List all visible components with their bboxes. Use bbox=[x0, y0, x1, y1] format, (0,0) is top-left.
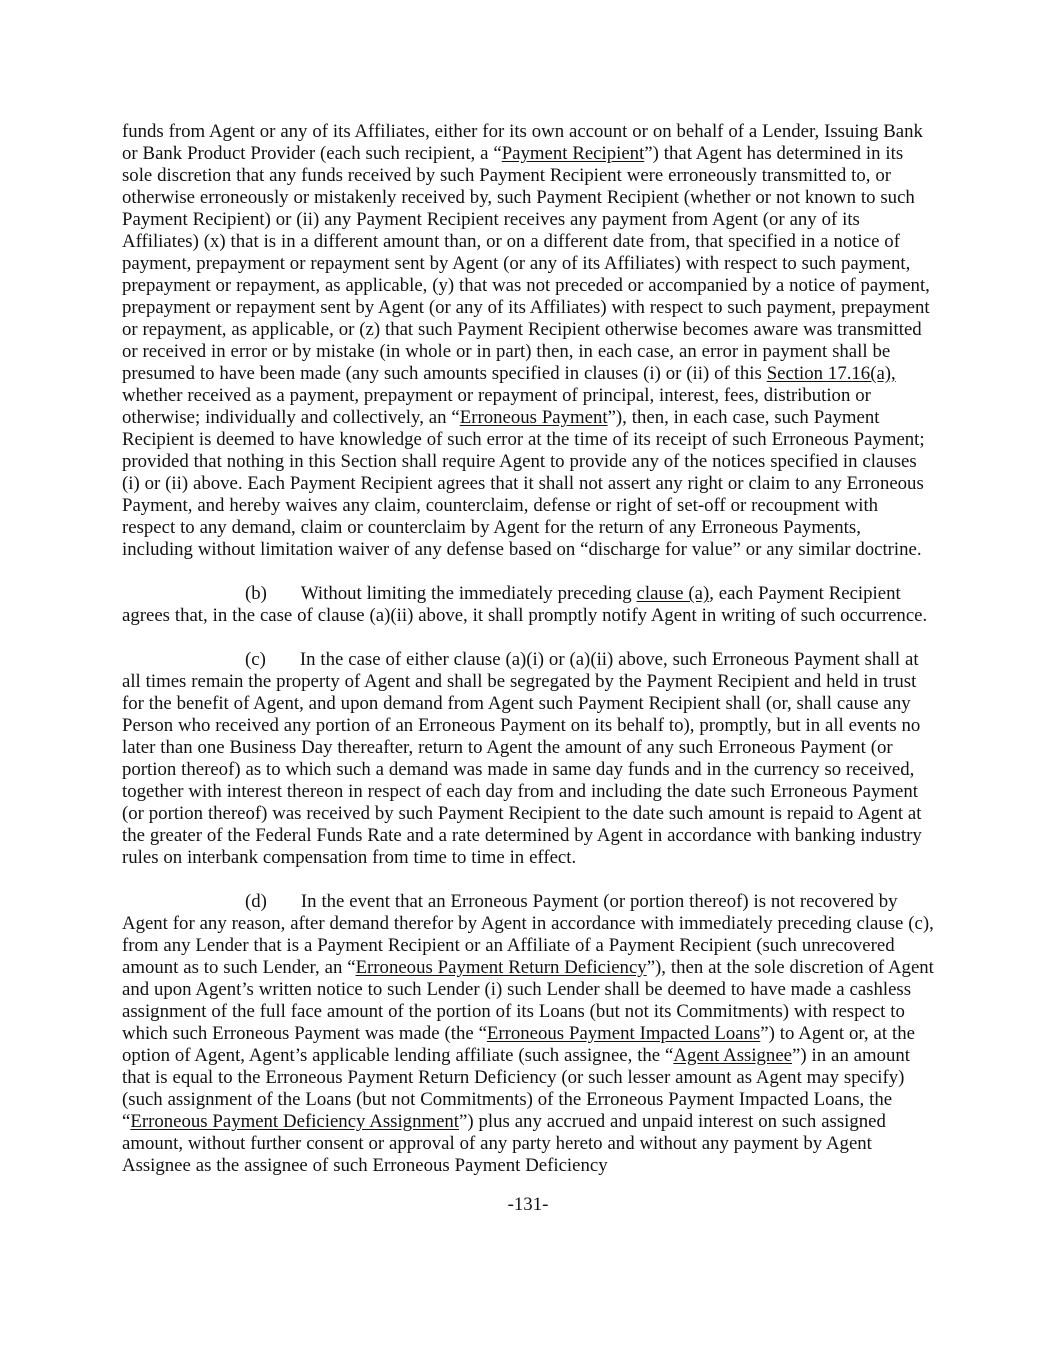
clause-label: (c) bbox=[245, 649, 266, 670]
text-run: ”), then, in each case, such Payment Recipient is deemed to have knowledge of such error at the time of its receipt of such Erroneous Payment; provided that nothing in this Section shall require Agent to provide any of the notices specified in clauses (i) or (ii) above. Each Payment Recipient agrees that it shall not assert any right or claim to any Erroneous Payment, and hereby waives any claim, counterclaim, defense or right of set-off or recoupment with respect to any demand, claim or counterclaim by Agent for the return of any Erroneous Payments, including without limitation waiver of any defense based on “discharge for value” or any similar doctrine. bbox=[122, 407, 925, 560]
defined-term: clause (a) bbox=[636, 583, 710, 604]
text-run: In the event that an Erroneous Payment (or portion thereof) is not recovered by Agent for any reason, after demand therefor by Agent in accordance with immediately preceding clause (c), from any Lender that is a Payment Recipient or an Affiliate of a Payment Recipient (such unrecovered amount as to such Lender, an “ bbox=[122, 891, 934, 978]
defined-term: Agent Assignee bbox=[673, 1045, 793, 1066]
page-number: -131- bbox=[507, 1194, 549, 1215]
paragraph-d bbox=[122, 891, 934, 1177]
text-run: whether received as a payment, prepayment or repayment of principal, interest, fees, distribution or otherwise; individually and collectively, an “ bbox=[122, 385, 871, 428]
paragraph-b bbox=[122, 583, 934, 627]
text-run: ”), then at the sole discretion of Agent and upon Agent’s written notice to such Lender (i) such Lender shall be deemed to have made a cashless assignment of the full face amount of the portion of its Loans (but not its Commitments) with respect to which such Erroneous Payment was made (the “ bbox=[122, 957, 934, 1044]
text-run: In the case of either clause (a)(i) or (a)(ii) above, such Erroneous Payment shall at all times remain the property of Agent and shall be segregated by the Payment Recipient and held in trust for the benefit of Agent, and upon demand from Agent such Payment Recipient shall (or, shall cause any Person who received any portion of an Erroneous Payment on its behalf to), promptly, but in all events no later than one Business Day thereafter, return to Agent the amount of any such Erroneous Payment (or portion thereof) as to which such a demand was made in same day funds and in the currency so received, together with interest thereon in respect of each day from and including the date such Erroneous Payment (or portion thereof) was received by such Payment Recipient to the date such amount is repaid to Agent at the greater of the Federal Funds Rate and a rate determined by Agent in accordance with banking industry rules on interbank compensation from time to time in effect. bbox=[122, 649, 922, 868]
defined-term: Section 17.16(a), bbox=[766, 363, 896, 384]
text-run: ”) that Agent has determined in its sole discretion that any funds received by such Payment Recipient were erroneously transmitted to, or otherwise erroneously or mistakenly received by, such Payment Recipient (whether or not known to such Payment Recipient) or (ii) any Payment Recipient receives any payment from Agent (or any of its Affiliates) (x) that is in a different amount than, or on a different date from, that specified in a notice of payment, prepayment or repayment sent by Agent (or any of its Affiliates) with respect to such payment, prepayment or repayment, as applicable, (y) that was not preceded or accompanied by a notice of payment, prepayment or repayment sent by Agent (or any of its Affiliates) with respect to such payment, prepayment or repayment, as applicable, or (z) that such Payment Recipient otherwise becomes aware was transmitted or received in error or by mistake (in whole or in part) then, in each case, an error in payment shall be presumed to have been made (any such amounts specified in clauses (i) or (ii) of this bbox=[122, 143, 930, 384]
text-run: ”) in an amount that is equal to the Erroneous Payment Return Deficiency (or such lesser amount as Agent may specify) (such assignment of the Loans (but not Commitments) of the Erroneous Payment Impacted Loans, the “ bbox=[122, 1045, 910, 1132]
paragraph-a-continuation bbox=[122, 121, 934, 561]
text-run: ”) to Agent or, at the option of Agent, Agent’s applicable lending affiliate (such assignee, the “ bbox=[122, 1023, 915, 1066]
defined-term: Erroneous Payment Return Deficiency bbox=[355, 957, 647, 978]
defined-term: Erroneous Payment Deficiency Assignment bbox=[130, 1111, 460, 1132]
defined-term: Payment Recipient bbox=[501, 143, 645, 164]
clause-label: (d) bbox=[245, 891, 267, 912]
text-run: Without limiting the immediately preceding bbox=[300, 583, 637, 604]
clause-label: (b) bbox=[245, 583, 267, 604]
text-block bbox=[122, 121, 934, 1199]
text-run: , each Payment Recipient agrees that, in the case of clause (a)(ii) above, it shall promptly notify Agent in writing of such occurrence. bbox=[122, 583, 928, 626]
text-run: ”) plus any accrued and unpaid interest on such assigned amount, without further consent or approval of any party hereto and without any payment by Agent Assignee as the assignee of such Erroneous Payment Deficiency bbox=[122, 1111, 886, 1176]
defined-term: Erroneous Payment bbox=[459, 407, 608, 428]
defined-term: Erroneous Payment Impacted Loans bbox=[486, 1023, 761, 1044]
text-run: funds from Agent or any of its Affiliates, either for its own account or on behalf of a Lender, Issuing Bank or Bank Product Provider (each such recipient, a “ bbox=[122, 121, 923, 164]
paragraph-c bbox=[122, 649, 934, 869]
